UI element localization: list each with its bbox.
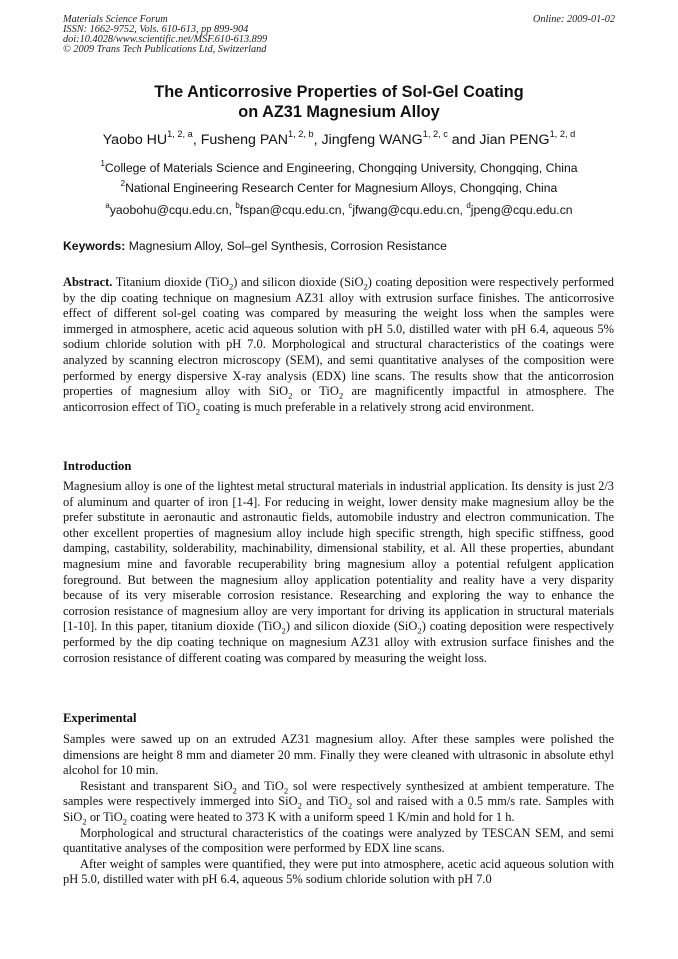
experimental-paragraph [63, 857, 614, 888]
author-separator: , [192, 132, 201, 148]
author-affiliation-marker: 1, 2, c [422, 129, 448, 140]
experimental-text: sol and raised with a 0.5 mm/s rate. Samples with SiO [63, 794, 614, 824]
affiliation-1 [0, 160, 678, 176]
experimental-body [63, 732, 614, 888]
journal-name: Materials Science Forum [63, 14, 168, 25]
experimental-text: sol were respectively synthesized at ambient temperature. The samples were respectively immerged into SiO [63, 778, 614, 809]
author-name: Jian PENG [479, 132, 550, 148]
experimental-paragraph [63, 779, 614, 826]
journal-header [63, 15, 267, 55]
introduction-text: Magnesium alloy is one of the lightest metal structural materials in industrial application. Its density is just 2/3 of aluminum and quarter of iron [1-4]. For reducing in weight, lower density make magnesium alloy be the prefer substitute in aeronautic and astronautic fields, automobile industry and electron communication. The other excellent properties of magnesium alloy include high specific strength, high specific stiffness, good damping, castability, solderability, machinability, dimensional stability, et al. All these properties, abundant magnesium mine and favorable recuperability bring magnesium alloy a potential refulgent application foreground. But between the magnesium alloy application potentiality and reality have a very disparity because of its very miserable corrosion resistance. Researching and exploring the way to enhance the corrosion resistance of magnesium alloy are very important for driving its application in structural materials [1-10]. In this paper, titanium dioxide (TiO [63, 479, 614, 634]
introduction-body [63, 479, 614, 666]
author-affiliation-marker: 1, 2, d [549, 129, 576, 140]
email-marker: c [348, 200, 353, 210]
introduction-subscript: 2 [281, 625, 286, 636]
email-address: yaobohu@cqu.edu.cn, [109, 203, 236, 217]
keywords-label: Keywords: [63, 239, 126, 253]
abstract-text: coating is much preferable in a relatively strong acid environment. [200, 399, 535, 414]
abstract-text: Titanium dioxide (TiO [112, 275, 229, 289]
abstract-subscript: 2 [195, 406, 201, 417]
title-line-1: The Anticorrosive Properties of Sol-Gel Coating [154, 83, 524, 101]
email-address: fspan@cqu.edu.cn, [239, 203, 349, 217]
paper-title [0, 82, 678, 122]
abstract-label: Abstract. [63, 275, 113, 289]
experimental-subscript: 2 [347, 800, 353, 811]
experimental-text: Resistant and transparent SiO [80, 778, 233, 793]
author-separator: , [313, 132, 322, 148]
abstract-text: or TiO [292, 384, 339, 399]
online-date: Online: 2009-01-02 [532, 14, 615, 25]
email-marker: d [466, 200, 471, 210]
email-marker: a [105, 200, 110, 210]
experimental-text: and TiO [236, 778, 284, 793]
affiliation-2-text: National Engineering Research Center for Magnesium Alloys, Chongqing, China [125, 181, 558, 195]
title-line-2: on AZ31 Magnesium Alloy [238, 103, 440, 121]
experimental-text: or TiO [86, 809, 123, 824]
introduction-text: ) and silicon dioxide (SiO [285, 619, 418, 634]
abstract [63, 275, 614, 415]
affiliation-2 [0, 180, 678, 196]
abstract-subscript: 2 [288, 390, 293, 401]
abstract-text: are magnificently impactful in atmosphere. The anticorrosion effect of TiO [63, 384, 614, 414]
issn-line: ISSN: 1662-9752, Vols. 610-613, pp 899-904 [63, 24, 249, 35]
author-list [0, 131, 678, 149]
experimental-text: After weight of samples were quantified, they were put into atmosphere, acetic acid aqueous solution with pH 5.0, distilled water with pH 6.4, aqueous 5% sodium chloride solution with pH 7.0 [63, 856, 614, 887]
section-heading-introduction: Introduction [63, 459, 132, 473]
abstract-text: ) and silicon dioxide (SiO [233, 275, 364, 289]
email-address: jpeng@cqu.edu.cn [470, 203, 573, 217]
email-marker: b [235, 200, 240, 210]
experimental-text: coating were heated to 373 K with a uniform speed 1 K/min and hold for 1 h. [127, 809, 515, 824]
abstract-subscript: 2 [338, 390, 344, 401]
keywords [63, 238, 447, 254]
affiliation-2-marker: 2 [120, 178, 126, 188]
abstract-subscript: 2 [363, 281, 368, 292]
experimental-subscript: 2 [82, 816, 87, 827]
author-affiliation-marker: 1, 2, b [287, 129, 314, 140]
abstract-subscript: 2 [228, 281, 234, 292]
experimental-subscript: 2 [297, 800, 302, 811]
experimental-text: Samples were sawed up on an extruded AZ31 magnesium alloy. After these samples were polished the dimensions are height 8 mm and diameter 20 mm. Finally they were cleaned with ultrasonic in absolute ethyl alcohol for 10 min. [63, 732, 614, 778]
experimental-paragraph [63, 826, 614, 857]
experimental-text: and TiO [301, 794, 348, 809]
experimental-subscript: 2 [232, 785, 237, 796]
abstract-text: ) coating deposition were respectively performed by the dip coating technique on magnesium AZ31 alloy with extrusion surface finishes. The anticorrosive effect of different sol-gel coating was compared by measuring the weight loss when the samples were immerged in atmosphere, acetic acid aqueous solution with pH 5.0, distilled water with pH 6.4, aqueous 5% sodium chloride solution with pH 7.0. Morphological and structural characteristics of the coatings were analyzed by scanning electron microscopy (SEM), and semi quantitative analyses of the composition were performed by energy dispersive X-ray analysis (EDX) line scans. The results show that the anticorrosion properties of magnesium alloy with SiO [63, 275, 614, 399]
copyright-line: © 2009 Trans Tech Publications Ltd, Switzerland [63, 44, 267, 55]
introduction-text: ) coating deposition were respectively performed by the dip coating technique on magnesium AZ31 alloy with extrusion surface finishes and the corrosion resistance of different coating was compared by measuring the weight loss. [63, 619, 614, 665]
author-name: Jingfeng WANG [321, 132, 423, 148]
affiliation-1-marker: 1 [100, 158, 105, 168]
author-separator: and [447, 132, 480, 148]
affiliation-1-text: College of Materials Science and Engineering, Chongqing University, Chongqing, China [104, 161, 578, 175]
section-heading-experimental: Experimental [63, 711, 137, 725]
doi-line: doi:10.4028/www.scientific.net/MSF.610-613.899 [63, 34, 268, 45]
experimental-paragraph [63, 732, 614, 779]
author-name: Fusheng PAN [200, 132, 288, 148]
author-affiliation-marker: 1, 2, a [167, 129, 193, 140]
experimental-text: Morphological and structural characteristics of the coatings were analyzed by TESCAN SEM, and semi quantitative analyses of the composition were performed by EDX line scans. [63, 825, 614, 856]
introduction-subscript: 2 [417, 625, 422, 636]
email-list [0, 202, 678, 218]
experimental-subscript: 2 [122, 816, 128, 827]
email-address: jfwang@cqu.edu.cn, [352, 203, 467, 217]
author-name: Yaobo HU [102, 132, 168, 148]
keywords-text: Magnesium Alloy, Sol–gel Synthesis, Corrosion Resistance [125, 239, 447, 253]
experimental-subscript: 2 [283, 785, 289, 796]
